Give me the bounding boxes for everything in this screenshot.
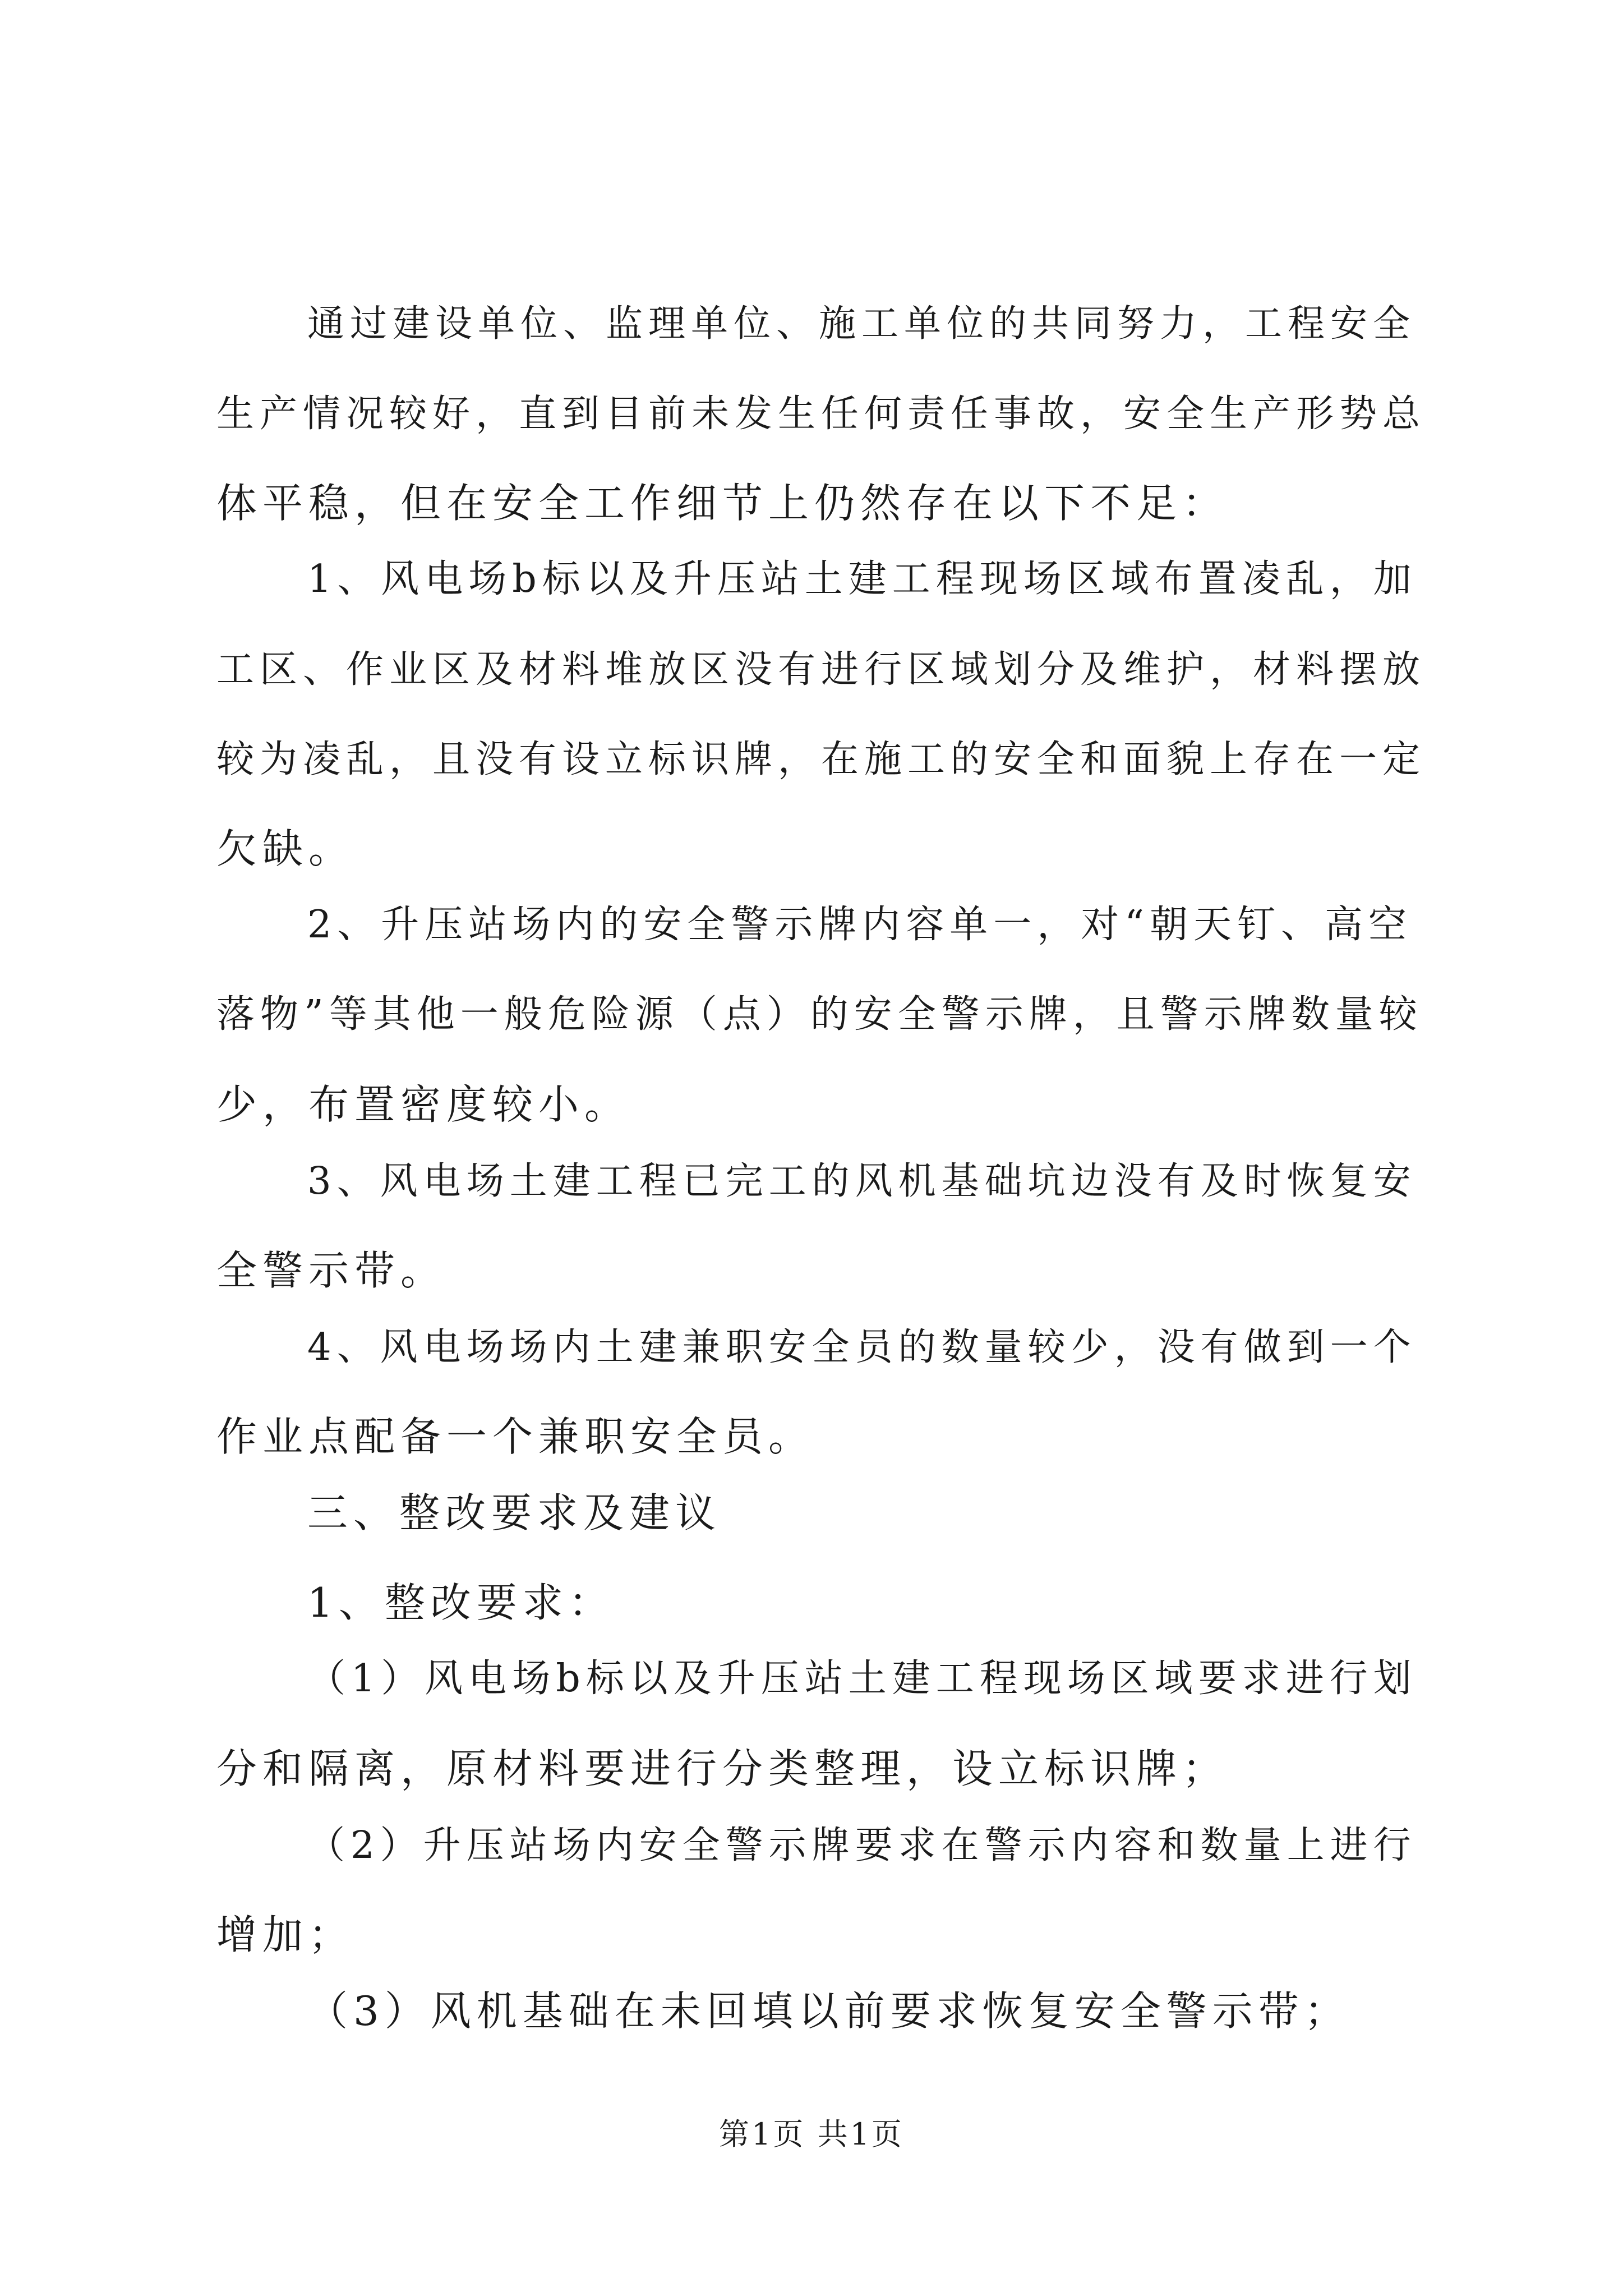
paragraph-line: 少，布置密度较小。 (216, 1081, 631, 1128)
paragraph-line: （2）升压站场内安全警示牌要求在警示内容和数量上进行 (307, 1823, 1417, 1867)
paragraph-line: 2、升压站场内的安全警示牌内容单一，对“朝天钉、高空 (307, 903, 1413, 947)
paragraph-line: 欠缺。 (216, 825, 355, 872)
paragraph-line: 1、风电场b标以及升压站土建工程现场区域布置凌乱，加 (307, 557, 1417, 601)
paragraph-line: 体平稳，但在安全工作细节上仍然存在以下不足： (216, 480, 1229, 527)
paragraph-line: 全警示带。 (216, 1247, 447, 1294)
sub-heading: 1、整改要求： (307, 1579, 615, 1626)
paragraph-line: 作业点配备一个兼职安全员。 (216, 1413, 815, 1460)
paragraph-line: （1）风电场b标以及升压站土建工程现场区域要求进行划 (307, 1657, 1417, 1701)
paragraph-line: 工区、作业区及材料堆放区没有进行区域划分及维护，材料摆放 (216, 647, 1426, 691)
paragraph-line: 分和隔离，原材料要进行分类整理，设立标识牌； (216, 1745, 1229, 1792)
paragraph-line: 3、风电场土建工程已完工的风机基础坑边没有及时恢复安 (307, 1159, 1417, 1203)
paragraph-line: 生产情况较好，直到目前未发生任何责任事故，安全生产形势总 (216, 392, 1426, 435)
paragraph-line: 增加； (216, 1911, 355, 1958)
paragraph-line: 4、风电场场内土建兼职安全员的数量较少，没有做到一个 (307, 1325, 1417, 1369)
section-heading: 三、整改要求及建议 (307, 1489, 722, 1536)
paragraph-line: 落物”等其他一般危险源（点）的安全警示牌，且警示牌数量较 (216, 992, 1423, 1037)
paragraph-line: 较为凌乱，且没有设立标识牌，在施工的安全和面貌上存在一定 (216, 737, 1426, 781)
page-number-footer: 第1页 共1页 (719, 2116, 904, 2152)
paragraph-line: （3）风机基础在未回填以前要求恢复安全警示带； (307, 1987, 1350, 2035)
paragraph-line: 通过建设单位、监理单位、施工单位的共同努力，工程安全 (307, 302, 1415, 345)
